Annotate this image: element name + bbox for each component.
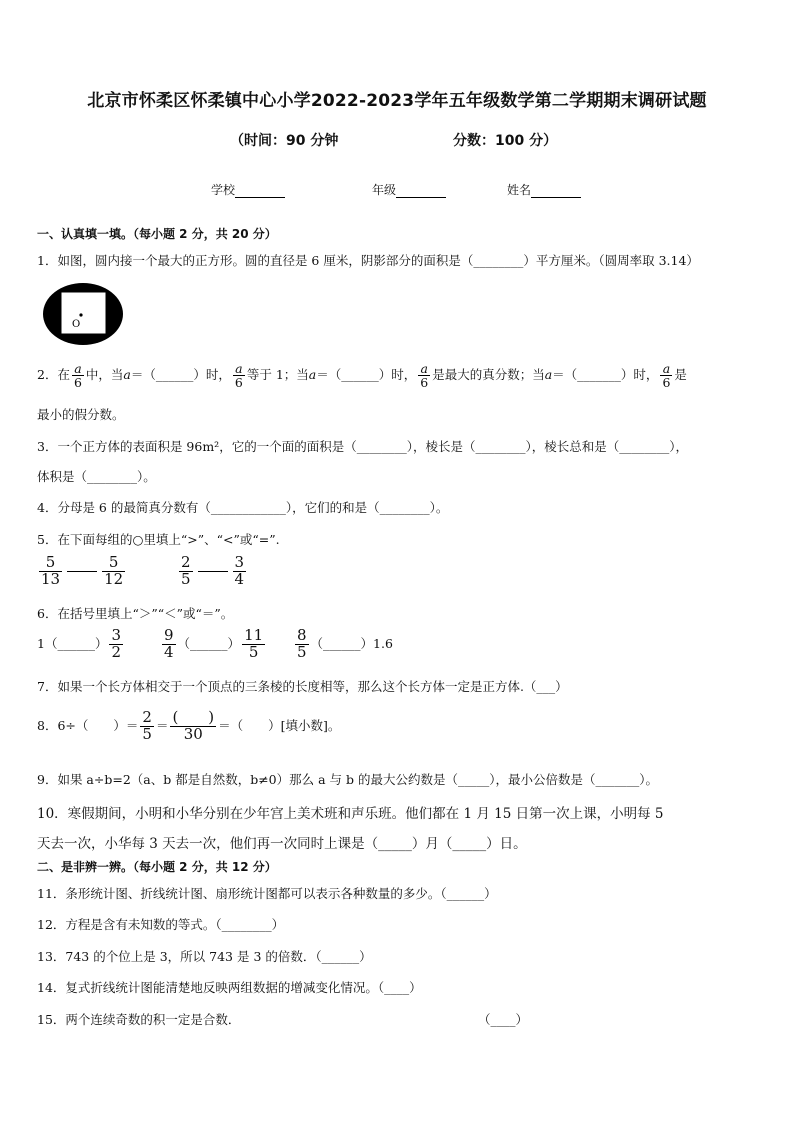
school-blank[interactable] [235, 184, 285, 198]
question-4: 4．分母是 6 的最简真分数有（____________），它们的和是（________）。 [37, 500, 449, 515]
name-blank[interactable] [531, 184, 581, 198]
school-field [211, 181, 285, 198]
question-15-blank[interactable]: （____） [478, 1012, 529, 1027]
question-5-pair-2: $\frac{2}{5}$ $\frac{3}{4}$ [181, 553, 245, 588]
question-5-pair-1: $\frac{5}{13}$ $\frac{5}{12}$ [41, 553, 124, 588]
compare-blank[interactable] [198, 571, 228, 572]
exam-time: （时间：90 分钟 [230, 133, 339, 149]
question-3-line2: 体积是（________）。 [37, 469, 156, 484]
question-14: 14．复式折线统计图能清楚地反映两组数据的增减变化情况。（____） [37, 980, 422, 995]
grade-label: 年级 [372, 183, 397, 197]
question-10: 10．寒假期间，小明和小华分别在少年宫上美术班和声乐班。他们都在 1 月 15 日第一次上课，小明每 5 [37, 806, 664, 822]
question-13: 13．743 的个位上是 3，所以 743 是 3 的倍数．（______） [37, 949, 372, 964]
school-label: 学校 [211, 183, 236, 197]
name-label: 姓名 [507, 183, 532, 197]
question-7: 7．如果一个长方体相交于一个顶点的三条棱的长度相等，那么这个长方体一定是正方体.（___） [37, 679, 568, 694]
compare-blank[interactable] [67, 571, 97, 572]
section-1-title: 一、认真填一填。（每小题 2 分，共 20 分） [37, 227, 277, 241]
question-3: 3．一个正方体的表面积是 96m²，它的一个面的面积是（________），棱长是（________），棱长总和是（________）， [37, 439, 688, 454]
question-1: 1．如图，圆内接一个最大的正方形。圆的直径是 6 厘米，阴影部分的面积是（________）平方厘米。（圆周率取 3.14） [37, 253, 699, 268]
question-6-item-2: $\frac{9}{4}$ （______） $\frac{11}{5}$ [164, 626, 264, 661]
exam-score: 分数：100 分） [453, 133, 558, 149]
question-12: 12．方程是含有未知数的等式。（________） [37, 917, 285, 932]
question-5: 5．在下面每组的○里填上“>”、“<”或“=”. [37, 532, 280, 547]
question-9: 9．如果 a÷b=2（a、b 都是自然数，b≠0）那么 a 与 b 的最大公约数是（_____），最小公倍数是（_______）。 [37, 772, 658, 787]
question-8: 8．6÷（ ）＝ $\frac{2}{5}$ ＝ $\frac{( )}{30}$ ＝（ ）[填小数]。 [37, 708, 341, 743]
question-6: 6．在括号里填上“＞”“＜”或“＝”。 [37, 606, 234, 621]
question-2-line2: 最小的假分数。 [37, 407, 125, 422]
section-2-title: 二、是非辨一辨。（每小题 2 分，共 12 分） [37, 860, 277, 874]
page-title: 北京市怀柔区怀柔镇中心小学2022-2023学年五年级数学第二学期期末调研试题 [87, 91, 707, 111]
grade-blank[interactable] [396, 184, 446, 198]
question-15: 15．两个连续奇数的积一定是合数． [37, 1012, 241, 1027]
center-label: O [72, 319, 81, 330]
question-2: 2．在 $\frac{a}{6}$ 中，当a＝（______）时， $\frac{a}{6}$ 等于 1；当a＝（______）时， $\frac{a}{6}$ 是最大的真分数；当a＝（_______）时， $\frac{a}{6}$ 是 [37, 361, 687, 391]
question-11: 11．条形统计图、折线统计图、扇形统计图都可以表示各种数量的多少。（______） [37, 886, 497, 901]
name-field [507, 181, 581, 198]
question-10-line2: 天去一次，小华每 3 天去一次，他们再一次同时上课是（_____）月（_____）日。 [37, 836, 527, 852]
grade-field [372, 181, 446, 198]
question-6-item-3: $\frac{8}{5}$ （______）1.6 [297, 626, 393, 661]
question-6-item-1: 1（______） $\frac{3}{2}$ [37, 626, 121, 661]
circle-square-figure [42, 282, 124, 346]
